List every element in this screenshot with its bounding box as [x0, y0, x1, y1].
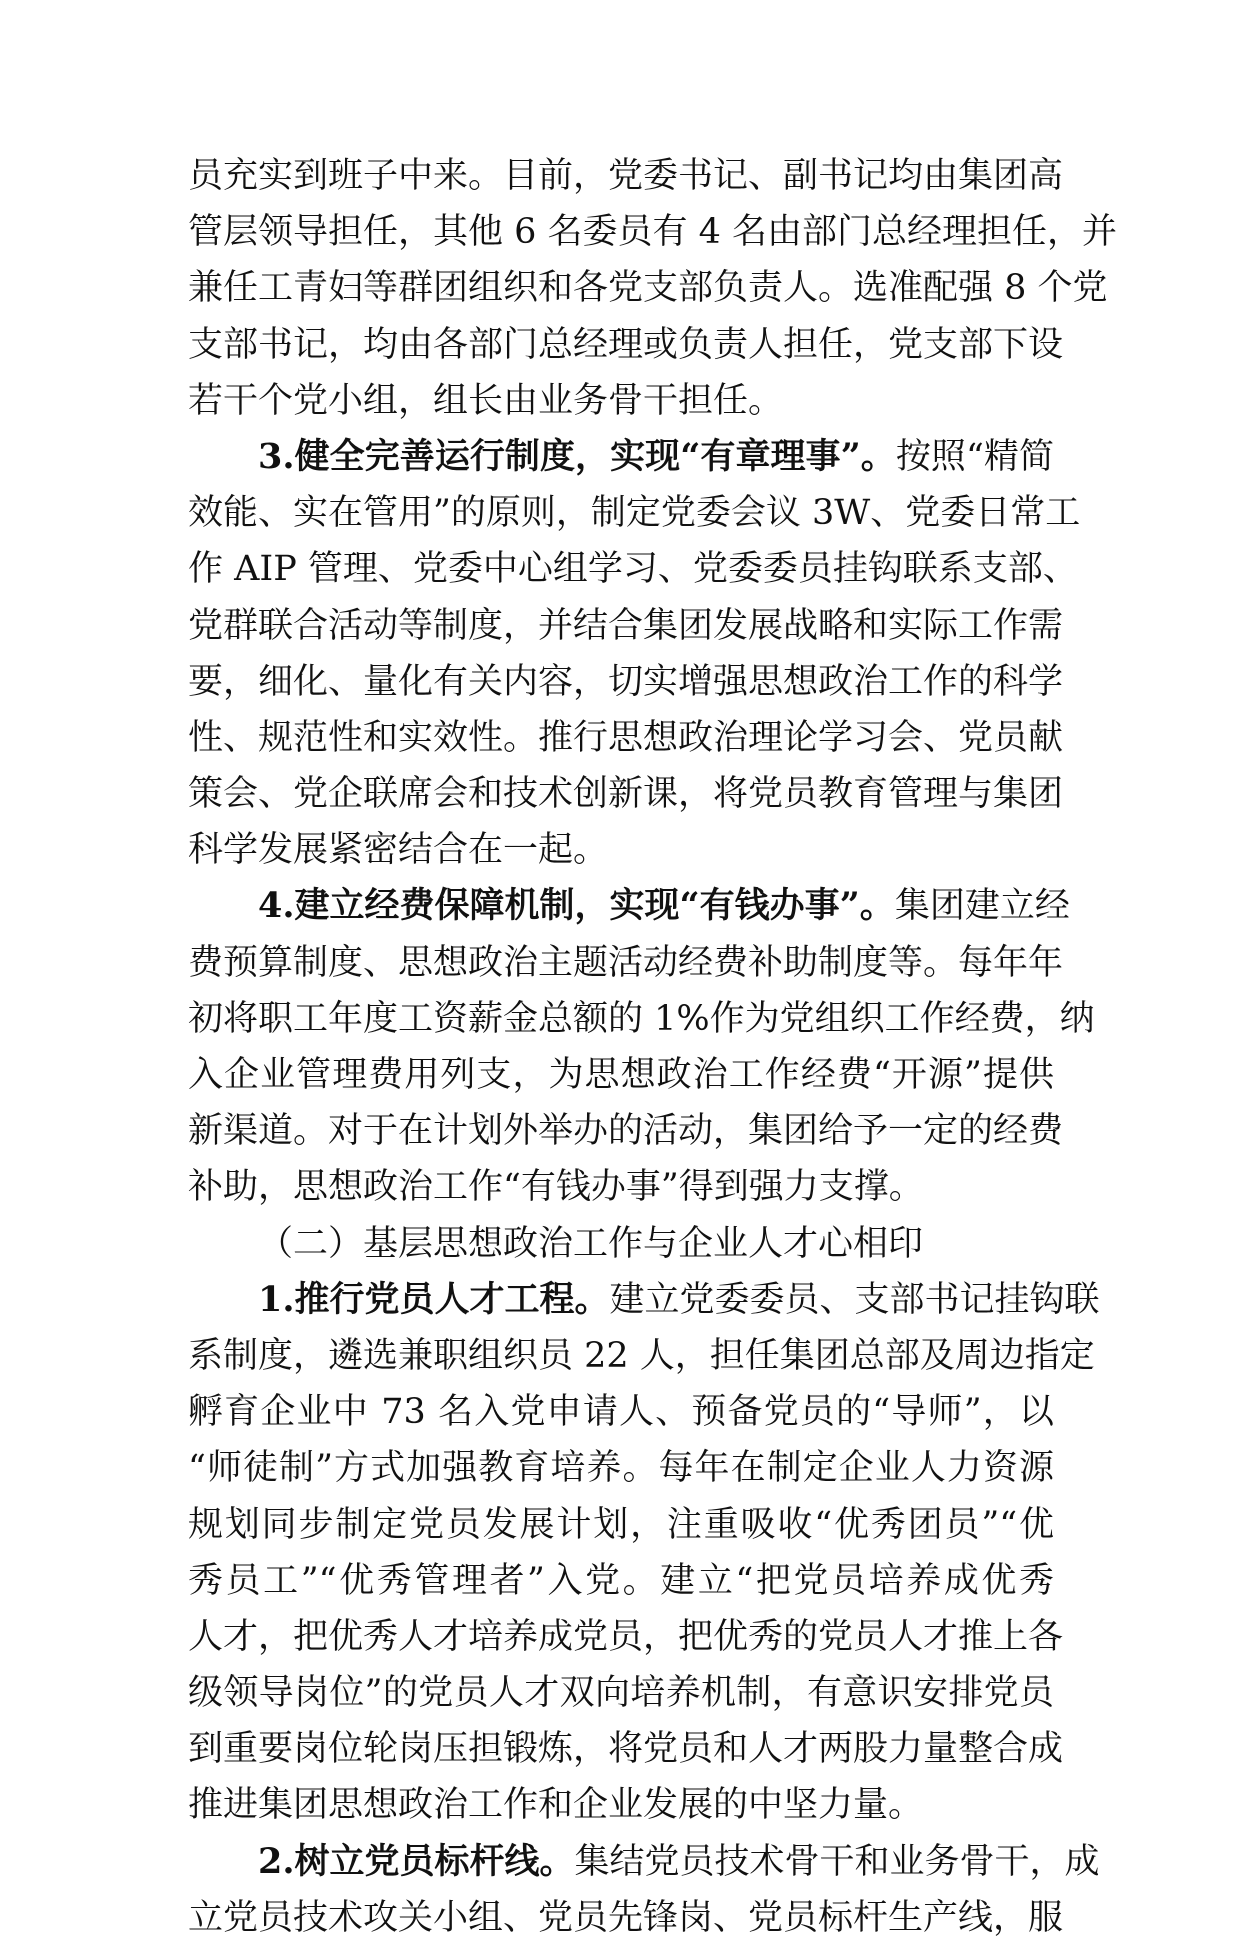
body-line: 若干个党小组，组长由业务骨干担任。 [188, 380, 784, 421]
body-line: 系制度，遴选兼职组织员 22 人，担任集团总部及周边指定 [188, 1335, 1095, 1376]
body-line: 要，细化、量化有关内容，切实增强思想政治工作的科学 [188, 661, 1064, 702]
body-line: 兼任工青妇等群团组织和各党支部负责人。选准配强 8 个党 [188, 268, 1108, 309]
body-line: 人才，把优秀人才培养成党员，把优秀的党员人才推上各 [188, 1616, 1064, 1657]
paragraph-lead-heading: 4.建立经费保障机制，实现“有钱办事”。 [258, 885, 895, 927]
body-text: 按照“精简 [895, 436, 1054, 477]
body-line: 员充实到班子中来。目前，党委书记、副书记均由集团高 [188, 156, 1064, 196]
body-line: 新渠道。对于在计划外举办的活动，集团给予一定的经费 [188, 1111, 1064, 1152]
paragraph-lead-heading: 2.树立党员标杆线。 [258, 1840, 575, 1882]
body-text: 建立党委委员、支部书记挂钩联 [609, 1279, 1100, 1320]
body-line: 级领导岗位”的党员人才双向培养机制，有意识安排党员 [188, 1673, 1054, 1714]
body-line: 到重要岗位轮岗压担锻炼，将党员和人才两股力量整合成 [188, 1729, 1064, 1770]
body-line: 管层领导担任，其他 6 名委员有 4 名由部门总经理担任，并 [188, 212, 1118, 253]
paragraph-heading-line [188, 878, 1070, 934]
paragraph-heading-line [188, 1834, 1100, 1890]
body-line: 推进集团思想政治工作和企业发展的中坚力量。 [188, 1785, 924, 1826]
body-line: 秀员工”“优秀管理者”入党。建立“把党员培养成优秀 [188, 1560, 1054, 1601]
body-line: 策会、党企联席会和技术创新课，将党员教育管理与集团 [188, 774, 1064, 815]
body-line: 性、规范性和实效性。推行思想政治理论学习会、党员献 [188, 717, 1064, 758]
body-text: 集团建立经 [894, 886, 1070, 927]
body-line: 科学发展紧密结合在一起。 [188, 830, 609, 871]
body-line: 规划同步制定党员发展计划，注重吸收“优秀团员”“优 [188, 1504, 1054, 1545]
body-line: 效能、实在管用”的原则，制定党委会议 3W、党委日常工 [188, 493, 1081, 534]
body-line: 补助，思想政治工作“有钱办事”得到强力支撑。 [188, 1167, 924, 1208]
section-heading: （二）基层思想政治工作与企业人才心相印 [258, 1223, 924, 1264]
paragraph-heading-line [188, 1272, 1100, 1328]
paragraph-lead-heading: 3.健全完善运行制度，实现“有章理事”。 [258, 435, 896, 477]
body-text: 集结党员技术骨干和业务骨干，成 [574, 1841, 1100, 1882]
paragraph-lead-heading: 1.推行党员人才工程。 [258, 1278, 610, 1320]
body-line: 孵育企业中 73 名入党申请人、预备党员的“导师”，以 [188, 1392, 1054, 1433]
body-line: 入企业管理费用列支，为思想政治工作经费“开源”提供 [188, 1055, 1054, 1095]
body-line: 立党员技术攻关小组、党员先锋岗、党员标杆生产线，服 [188, 1897, 1064, 1938]
document-body [188, 148, 1118, 1946]
paragraph-heading-line [188, 429, 1054, 485]
body-line: 作 AIP 管理、党委中心组学习、党委委员挂钩联系支部、 [188, 549, 1078, 590]
body-line: 支部书记，均由各部门总经理或负责人担任，党支部下设 [188, 324, 1064, 365]
body-line: 初将职工年度工资薪金总额的 1%作为党组织工作经费，纳 [188, 998, 1095, 1039]
body-line: 党群联合活动等制度，并结合集团发展战略和实际工作需 [188, 605, 1064, 646]
body-line: 费预算制度、思想政治主题活动经费补助制度等。每年年 [188, 942, 1064, 983]
body-line: “师徒制”方式加强教育培养。每年在制定企业人力资源 [188, 1448, 1054, 1489]
